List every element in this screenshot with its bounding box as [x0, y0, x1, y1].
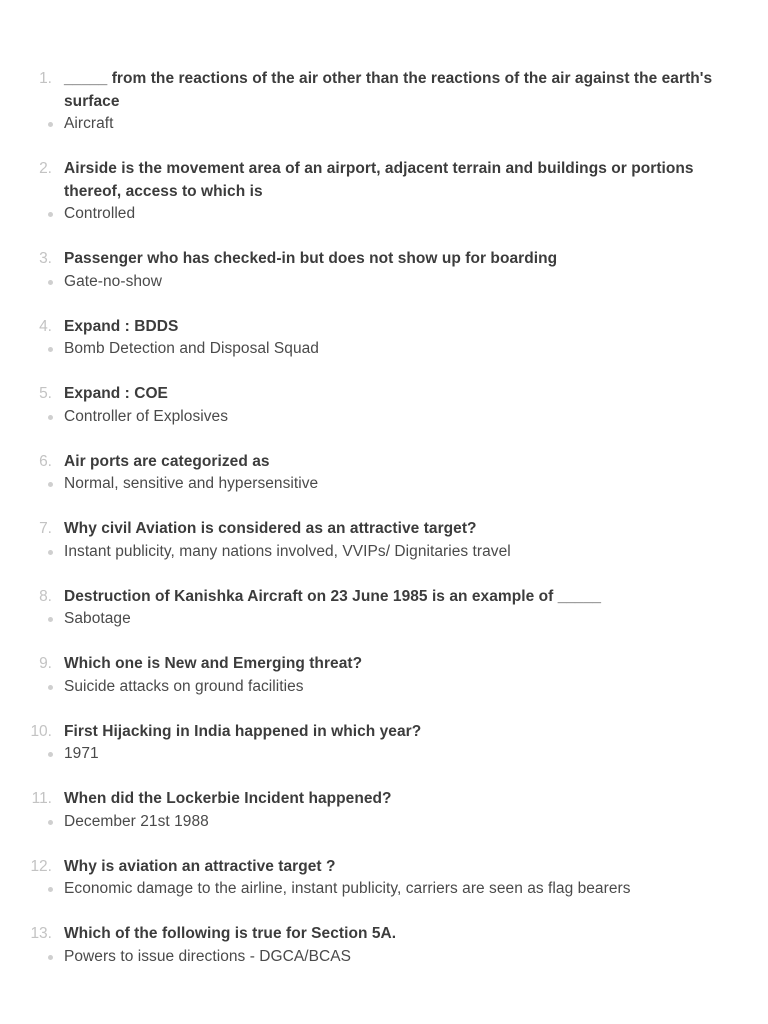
answer-text: Instant publicity, many nations involved, VVIPs/ Dignitaries travel	[64, 542, 511, 560]
question-number: 12.	[30, 857, 52, 875]
question-text: First Hijacking in India happened in which year?	[64, 722, 422, 740]
question-text: Which one is New and Emerging threat?	[64, 655, 363, 672]
question-row	[0, 158, 768, 203]
question-text: Destruction of Kanishka Aircraft on 23 June 1985 is an example of _____	[64, 587, 602, 605]
question-text: When did the Lockerbie Incident happened?	[64, 790, 392, 807]
question-number: 2.	[39, 160, 52, 177]
answer-row	[0, 113, 768, 136]
question-text: Why civil Aviation is considered as an attractive target?	[64, 520, 477, 537]
answer-text: Suicide attacks on ground facilities	[64, 677, 304, 695]
answer-row	[0, 338, 768, 361]
question-row	[0, 68, 768, 113]
qa-item	[0, 451, 768, 496]
answer-text: Normal, sensitive and hypersensitive	[64, 475, 319, 492]
question-row	[0, 518, 768, 541]
answer-text: Bomb Detection and Disposal Squad	[64, 340, 319, 357]
bullet-icon	[0, 878, 64, 901]
bullet-icon	[0, 811, 64, 834]
bullet-icon	[0, 608, 64, 631]
question-row	[0, 451, 768, 474]
answer-row	[0, 541, 768, 564]
qa-item	[0, 721, 768, 766]
answer-row	[0, 811, 768, 834]
question-row	[0, 383, 768, 406]
bullet-icon	[0, 473, 64, 496]
question-text: Which of the following is true for Section 5A.	[64, 925, 397, 942]
question-number: 5.	[39, 385, 52, 402]
question-text: Airside is the movement area of an airport, adjacent terrain and buildings or portions thereof, access to which is	[64, 160, 694, 200]
qa-item	[0, 518, 768, 563]
question-text: Expand : COE	[64, 385, 168, 402]
question-number: 13.	[30, 925, 52, 942]
qa-item	[0, 856, 768, 901]
question-number: 4.	[39, 317, 52, 335]
question-text: _____ from the reactions of the air other than the reactions of the air against the earth's surface	[64, 70, 713, 110]
answer-row	[0, 676, 768, 699]
answer-text: Powers to issue directions - DGCA/BCAS	[64, 947, 352, 965]
question-row	[0, 788, 768, 811]
question-text: Expand : BDDS	[64, 317, 179, 335]
question-number: 9.	[39, 655, 52, 672]
question-row	[0, 721, 768, 744]
question-number: 1.	[39, 70, 52, 87]
bullet-icon	[0, 743, 64, 766]
answer-row	[0, 271, 768, 294]
answer-text: 1971	[64, 745, 99, 762]
answer-row	[0, 203, 768, 226]
bullet-icon	[0, 338, 64, 361]
question-number: 10.	[30, 722, 52, 740]
question-row	[0, 316, 768, 339]
answer-text: Controller of Explosives	[64, 407, 229, 425]
qa-list	[0, 68, 768, 991]
qa-item	[0, 158, 768, 226]
answer-text: Aircraft	[64, 115, 114, 132]
question-number: 3.	[39, 250, 52, 267]
question-number: 11.	[31, 790, 52, 807]
bullet-icon	[0, 541, 64, 564]
question-row	[0, 586, 768, 609]
answer-row	[0, 406, 768, 429]
question-row	[0, 248, 768, 271]
answer-text: Sabotage	[64, 610, 131, 627]
bullet-icon	[0, 946, 64, 969]
answer-row	[0, 743, 768, 766]
bullet-icon	[0, 271, 64, 294]
question-text: Passenger who has checked-in but does not show up for boarding	[64, 250, 558, 267]
question-row	[0, 653, 768, 676]
qa-item	[0, 68, 768, 136]
question-number: 7.	[39, 520, 52, 537]
answer-text: December 21st 1988	[64, 812, 209, 830]
answer-text: Controlled	[64, 205, 136, 222]
qa-item	[0, 316, 768, 361]
answer-row	[0, 608, 768, 631]
question-number: 8.	[39, 587, 52, 605]
answer-row	[0, 473, 768, 496]
qa-item	[0, 586, 768, 631]
qa-item	[0, 383, 768, 428]
answer-text: Gate-no-show	[64, 272, 162, 290]
question-text: Why is aviation an attractive target ?	[64, 857, 336, 875]
question-text: Air ports are categorized as	[64, 452, 270, 470]
question-number: 6.	[39, 452, 52, 470]
bullet-icon	[0, 676, 64, 699]
answer-row	[0, 946, 768, 969]
qa-item	[0, 923, 768, 968]
answer-row	[0, 878, 768, 901]
qa-item	[0, 653, 768, 698]
question-row	[0, 856, 768, 879]
qa-item	[0, 788, 768, 833]
qa-item	[0, 248, 768, 293]
answer-text: Economic damage to the airline, instant publicity, carriers are seen as flag bearers	[64, 880, 631, 897]
bullet-icon	[0, 406, 64, 429]
bullet-icon	[0, 113, 64, 136]
bullet-icon	[0, 203, 64, 226]
question-row	[0, 923, 768, 946]
